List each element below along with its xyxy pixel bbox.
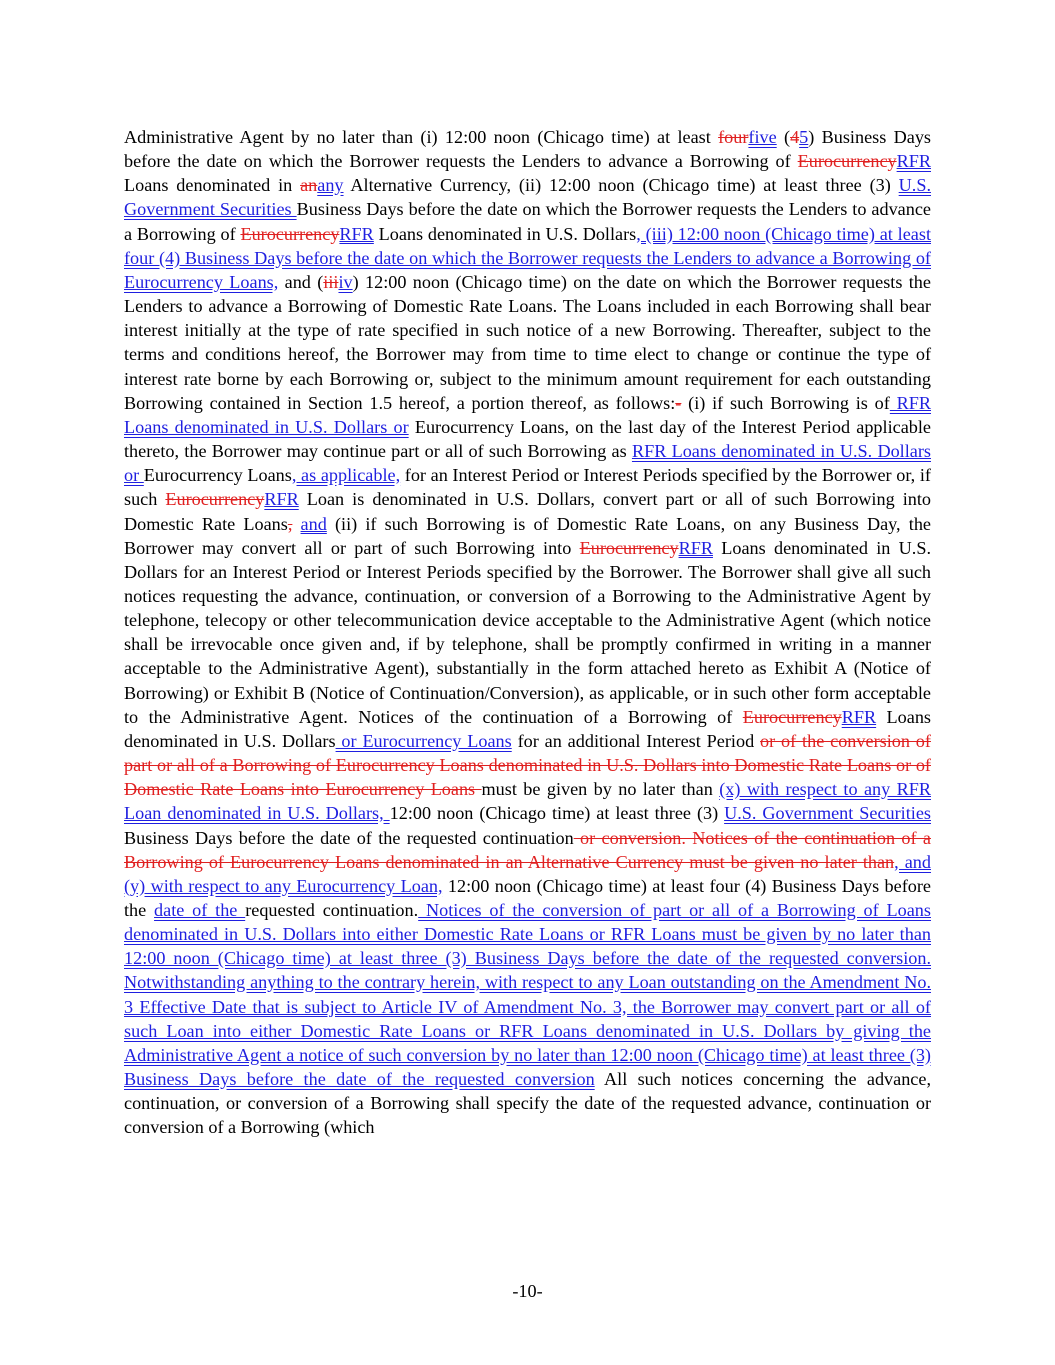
body-text: 12:00 noon (Chicago time) at least four (4) Business Days before the (124, 875, 931, 920)
body-text: ( (776, 127, 791, 147)
deleted-text: iii (323, 271, 339, 292)
deleted-text: , (287, 513, 293, 534)
inserted-text: U.S. Government Securities (124, 175, 931, 220)
inserted-text: Notices of the conversion of part or all of a Borrowing of Loans denominated in U.S. Dollars into either Domestic Rate Loans or RFR Loans must be given by no later than 12:00 noon (Chicago time) at least three (3) Business Days before the date of the requested conversion. Notwithstanding anything to the contrary herein, with respect to any Loan outstanding on the Amendment No. 3 Effective Date that is subject to Article IV of Amendment No. 3, the Borrower may convert part or all of such Loan into either Domestic Rate Loans or RFR Loans denominated in U.S. Dollars by giving the Administrative Agent a notice of such conversion by no later than 12:00 noon (Chicago time) at least three (3) Business Days before the date of the requested conversion (124, 900, 931, 1090)
inserted-text: , as applicable, (291, 465, 401, 486)
inserted-text: U.S. Government Securities (724, 803, 931, 824)
inserted-text: five (748, 127, 777, 147)
inserted-text: any (317, 175, 344, 196)
body-text: All such notices concerning the advance, continuation, or conversion of a Borrowing shall specify the date of the requested advance, continuation or conversion of a Borrowing (which (124, 1069, 931, 1138)
body-text (292, 514, 300, 534)
deleted-text: or of the conversion of part or all of a Borrowing of Eurocurrency Loans denominated in U.S. Dollars into Domestic Rate Loans or of Domestic Rate Loans into Eurocurrency Loans (124, 730, 931, 800)
deleted-text: or conversion. Notices of the continuation of a Borrowing of Eurocurrency Loans denominated in an Alternative Currency must be given no later than (124, 827, 931, 872)
body-text: for an additional Interest Period (511, 730, 761, 751)
deleted-text: Eurocurrency (240, 223, 340, 244)
deleted-text: Eurocurrency (742, 706, 842, 727)
body-paragraph (124, 125, 931, 1140)
deleted-text: Eurocurrency (797, 151, 897, 172)
inserted-text: and (300, 513, 327, 534)
body-text: Loans denominated in (124, 175, 301, 196)
body-text: Business Days before the date on which the Borrower requests the Lenders to advance a Borrowing of (124, 199, 931, 244)
body-text: Administrative Agent by no later than (i) 12:00 noon (Chicago time) at least (124, 127, 719, 147)
body-text: Loans denominated in U.S. Dollars (124, 706, 931, 751)
deleted-text: 4 (790, 127, 800, 147)
inserted-text: , and (y) with respect to any Eurocurrency Loan, (124, 851, 931, 896)
deleted-text: four (718, 127, 749, 147)
body-text: for an Interest Period or Interest Periods specified by the Borrower or, if such (124, 465, 931, 510)
deleted-text: Eurocurrency (165, 489, 265, 510)
body-text: Eurocurrency Loans, on the last day of the Interest Period applicable thereto, the Borrower may continue part or all of such Borrowing as (124, 416, 931, 462)
body-text: requested continuation. (245, 900, 419, 920)
inserted-text: RFR (841, 706, 877, 727)
page-number: -10- (512, 1281, 543, 1301)
body-text: must be given by no later than (481, 779, 720, 800)
deleted-text: - (675, 392, 682, 413)
inserted-text: RFR (264, 489, 299, 510)
inserted-text: RFR (678, 537, 713, 558)
body-text: Eurocurrency Loans (143, 465, 292, 486)
body-text: Business Days before the date of the requested continuation (124, 827, 574, 848)
body-text: Loans denominated in U.S. Dollars for an Interest Period or Interest Periods specified by the Borrower. The Borrower shall give all such notices requesting the advance, continuation, or conversion of a Borrowing to the Administrative Agent by telephone, telecopy or other telecommunication device acceptable to the Administrative Agent (which notice shall be irrevocable once given and, if by telephone, shall be promptly confirmed in writing in a manner acceptable to the Administrative Agent), substantially in the form attached hereto as Exhibit A (Notice of Borrowing) or Exhibit B (Notice of Continuation/Conversion), as applicable, or in such other form acceptable to the Administrative Agent. Notices of the continuation of a Borrowing of (124, 537, 931, 727)
inserted-text: RFR (339, 223, 374, 244)
body-text: ) 12:00 noon (Chicago time) on the date on which the Borrower requests the Lenders to advance a Borrowing of Domestic Rate Loans. The Loans included in each Borrowing shall bear interest initially at the type of rate specified in such notice of a new Borrowing. Thereafter, subject to the terms and conditions hereof, the Borrower may from time to time elect to change or continue the type of interest rate borne by each Borrowing or, subject to the minimum amount requirement for each outstanding Borrowing contained in Section 1.5 hereof, a portion thereof, as follows: (124, 271, 931, 413)
deleted-text: Eurocurrency (579, 537, 679, 558)
deleted-text: an (300, 175, 318, 196)
inserted-text: 5 (799, 127, 809, 147)
body-text: Loan is denominated in U.S. Dollars, convert part or all of such Borrowing into Domestic Rate Loans (124, 489, 931, 534)
body-text: 12:00 noon (Chicago time) at least three (3) (389, 803, 725, 824)
body-text: and ( (278, 271, 324, 292)
inserted-text: or Eurocurrency Loans (335, 730, 512, 751)
inserted-text: RFR Loans denominated in U.S. Dollars or (124, 392, 931, 437)
body-text: (i) if such Borrowing is of (681, 392, 890, 413)
inserted-text: (x) with respect to any RFR Loan denominated in U.S. Dollars, (124, 779, 931, 824)
body-text: Alternative Currency, (ii) 12:00 noon (Chicago time) at least three (3) (343, 175, 899, 196)
inserted-text: , (iii) 12:00 noon (Chicago time) at least four (4) Business Days before the date on which the Borrower requests the Lenders to advance a Borrowing of Eurocurrency Loans, (124, 223, 931, 292)
body-text: Loans denominated in U.S. Dollars (373, 223, 637, 244)
body-text: ) Business Days before the date on which the Borrower requests the Lenders to advance a Borrowing of (124, 127, 931, 172)
inserted-text: iv (338, 271, 353, 292)
inserted-text: RFR (896, 151, 931, 172)
body-text: (ii) if such Borrowing is of Domestic Rate Loans, on any Business Day, the Borrower may convert all or part of such Borrowing into (124, 513, 931, 558)
inserted-text: RFR Loans denominated in U.S. Dollars or (124, 441, 931, 486)
inserted-text: date of the (154, 900, 246, 920)
